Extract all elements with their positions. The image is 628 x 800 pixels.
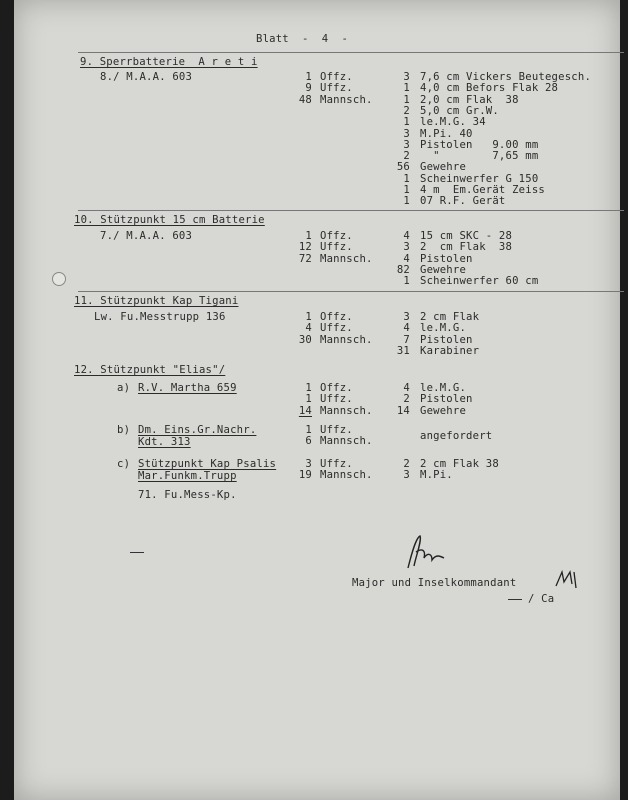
subsection-b-note: angefordert	[420, 430, 493, 442]
subsection-c-name: Stützpunkt Kap Psalis	[138, 458, 277, 470]
section-10-title: 10. Stützpunkt 15 cm Batterie	[74, 214, 265, 226]
rank: Uffz.	[320, 322, 353, 335]
quantity: 31	[396, 344, 410, 357]
count: 30	[298, 333, 312, 346]
rank: Uffz.	[320, 458, 353, 470]
quantity: 1	[403, 116, 410, 129]
count: 48	[298, 93, 312, 106]
rank: Uffz.	[320, 424, 353, 436]
section-12-title: 12. Stützpunkt "Elias"/	[74, 364, 226, 376]
quantity: 1	[403, 82, 410, 95]
subsection-a-label: a)	[117, 382, 137, 394]
count: 1	[305, 230, 312, 242]
rank: Mannsch.	[320, 469, 373, 482]
quantity: 3	[403, 241, 410, 254]
quantity: 3	[403, 311, 410, 323]
item: Pistolen	[420, 333, 473, 346]
item: Pistolen	[420, 252, 473, 265]
reference-mark: / Ca	[528, 593, 555, 605]
item: 4,0 cm Befors Flak 28	[420, 82, 559, 95]
item: le.M.G.	[420, 322, 467, 335]
item: Pistolen	[420, 393, 473, 406]
subsection-a-name: R.V. Martha 659	[138, 382, 237, 394]
rank: Mannsch.	[320, 404, 373, 417]
page-header: Blatt - 4 -	[256, 33, 349, 45]
dash-mark	[508, 599, 522, 600]
count: 6	[305, 435, 312, 448]
item: Scheinwerfer 60 cm	[420, 275, 539, 288]
count: 1	[305, 311, 312, 323]
quantity: 1	[403, 93, 410, 106]
item: Pistolen 9.00 mm	[420, 138, 539, 151]
item: " 7,65 mm	[420, 150, 539, 163]
handwritten-signature	[402, 532, 452, 572]
quantity: 14	[396, 404, 410, 417]
rank: Uffz.	[320, 393, 353, 406]
item: M.Pi.	[420, 469, 453, 482]
quantity: 56	[396, 161, 410, 174]
item: 2 cm Flak 38	[420, 458, 499, 470]
count: 12	[298, 241, 312, 254]
quantity: 4	[403, 322, 410, 335]
rank: Uffz.	[320, 241, 353, 254]
section-10-unit: 7./ M.A.A. 603	[100, 230, 193, 242]
rank: Offz.	[320, 71, 353, 83]
section-9-unit: 8./ M.A.A. 603	[100, 71, 193, 83]
item: 15 cm SKC - 28	[420, 230, 513, 242]
count: 4	[305, 322, 312, 335]
quantity: 3	[403, 127, 410, 140]
rank: Offz.	[320, 382, 353, 394]
section-11-unit: Lw. Fu.Messtrupp 136	[94, 311, 226, 323]
signature-title: Major und Inselkommandant	[352, 577, 517, 589]
quantity: 2	[403, 150, 410, 163]
rank: Offz.	[320, 230, 353, 242]
quantity: 4	[403, 382, 410, 394]
quantity: 4	[403, 252, 410, 265]
count: 9	[305, 82, 312, 95]
document-page	[14, 0, 620, 800]
item: le.M.G.	[420, 382, 467, 394]
count: 1	[305, 71, 312, 83]
section-11-title: 11. Stützpunkt Kap Tigani	[74, 295, 239, 307]
handwritten-initials	[554, 568, 582, 590]
rank: Offz.	[320, 311, 353, 323]
item: Gewehre	[420, 263, 467, 276]
item: le.M.G. 34	[420, 116, 486, 129]
quantity: 4	[403, 230, 410, 242]
dash-mark	[130, 552, 144, 553]
item: 2 cm Flak 38	[420, 241, 513, 254]
subsection-c-extra: 71. Fu.Mess-Kp.	[138, 489, 237, 501]
count: 14	[298, 404, 312, 417]
quantity: 1	[403, 184, 410, 196]
divider-line	[78, 210, 624, 211]
punch-hole	[52, 272, 66, 286]
section-9-title: 9. Sperrbatterie A r e t i	[80, 56, 258, 68]
item: 07 R.F. Gerät	[420, 195, 506, 208]
rank: Mannsch.	[320, 333, 373, 346]
subsection-b-name: Dm. Eins.Gr.Nachr.	[138, 424, 257, 436]
quantity: 1	[403, 275, 410, 288]
divider-line	[78, 291, 624, 292]
count: 1	[305, 382, 312, 394]
item: 4 m Em.Gerät Zeiss	[420, 184, 545, 196]
rank: Mannsch.	[320, 93, 373, 106]
item: 5,0 cm Gr.W.	[420, 104, 499, 117]
item: 2,0 cm Flak 38	[420, 93, 519, 106]
item: Karabiner	[420, 344, 480, 357]
quantity: 82	[396, 263, 410, 276]
quantity: 7	[403, 333, 410, 346]
subsection-c-name-line2: Mar.Funkm.Trupp	[138, 470, 237, 482]
item: Scheinwerfer G 150	[420, 172, 539, 185]
count: 72	[298, 252, 312, 265]
count: 3	[305, 458, 312, 470]
quantity: 3	[403, 138, 410, 151]
subsection-b-name-line2: Kdt. 313	[138, 436, 191, 448]
quantity: 3	[403, 469, 410, 482]
count: 1	[305, 393, 312, 406]
rank: Mannsch.	[320, 435, 373, 448]
quantity: 3	[403, 71, 410, 83]
count: 1	[305, 424, 312, 436]
rank: Mannsch.	[320, 252, 373, 265]
divider-line	[78, 52, 624, 53]
rank: Uffz.	[320, 82, 353, 95]
item: 2 cm Flak	[420, 311, 480, 323]
count: 19	[298, 469, 312, 482]
item: 7,6 cm Vickers Beutegesch.	[420, 71, 592, 83]
subsection-c-label: c)	[117, 458, 137, 470]
item: Gewehre	[420, 161, 467, 174]
quantity: 2	[403, 458, 410, 470]
item: M.Pi. 40	[420, 127, 473, 140]
subsection-b-label: b)	[117, 424, 137, 436]
quantity: 1	[403, 195, 410, 208]
quantity: 2	[403, 104, 410, 117]
quantity: 2	[403, 393, 410, 406]
quantity: 1	[403, 172, 410, 185]
item: Gewehre	[420, 404, 467, 417]
